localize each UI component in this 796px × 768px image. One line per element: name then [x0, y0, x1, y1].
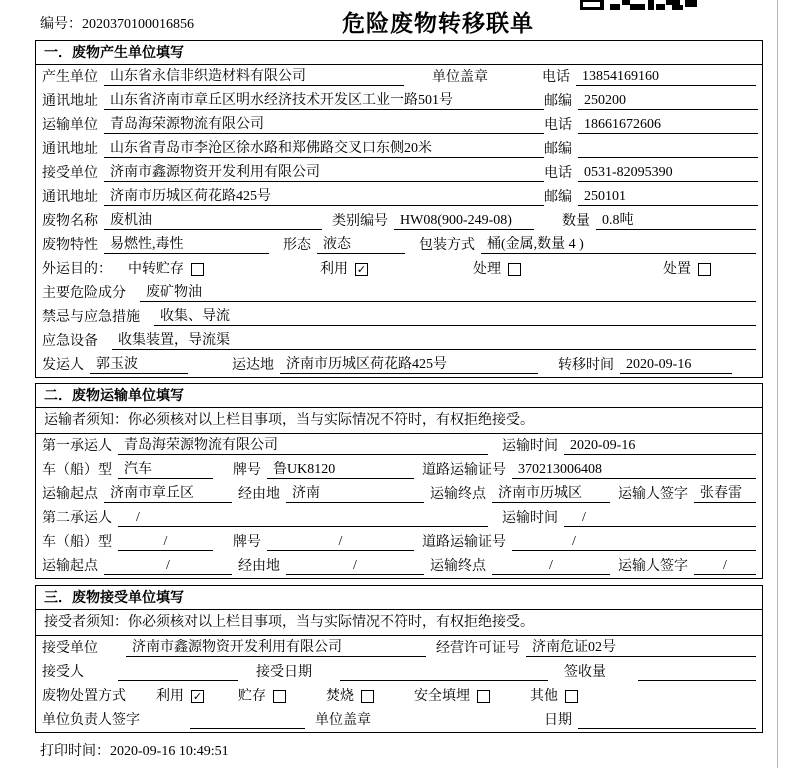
- accept-unit-value: 济南市鑫源物资开发利用有限公司: [126, 639, 426, 657]
- row-taboo-measures: [36, 305, 762, 329]
- origin1-label: 运输起点: [42, 487, 98, 502]
- row-hazard-component: [36, 281, 762, 305]
- receiver-label: 接受单位: [42, 166, 98, 181]
- destination-label: 运达地: [232, 358, 274, 373]
- checkbox-transfer-storage: [191, 263, 204, 276]
- waste-traits-label: 废物特性: [42, 238, 98, 253]
- hazard-component-label: 主要危险成分: [42, 286, 126, 301]
- principal-sign-label: 单位负责人签字: [42, 713, 140, 728]
- sign-date-value: [578, 728, 756, 729]
- purpose-option-treat-label: 处理: [473, 262, 501, 277]
- row-producer-address: [36, 89, 762, 113]
- carrier1-label: 第一承运人: [42, 439, 112, 454]
- plate1-label: 牌号: [233, 463, 261, 478]
- acceptor-value: [118, 680, 238, 681]
- disposal-option-storage: [238, 688, 286, 705]
- row-carrier2: [36, 506, 762, 530]
- print-time-label: 打印时间：: [40, 744, 110, 759]
- carrier1-value: 青岛海荣源物流有限公司: [118, 437, 488, 455]
- transporter-address-value: 山东省青岛市李沧区徐水路和郑佛路交叉口东侧20米: [104, 140, 544, 158]
- transporter-address-label: 通讯地址: [42, 142, 98, 157]
- disposal-option-incinerate-label: 焚烧: [326, 689, 354, 704]
- transporter-sign2-label: 运输人签字: [618, 559, 688, 574]
- producer-zip-label: 邮编: [544, 94, 572, 109]
- consignor-value: 郭玉波: [90, 356, 188, 374]
- transporter-phone-label: 电话: [544, 118, 572, 133]
- waste-name-label: 废物名称: [42, 214, 98, 229]
- receiver-zip-value: 250101: [578, 188, 758, 206]
- section-producer-title: 一．废物产生单位填写: [36, 41, 762, 65]
- plate2-value: /: [267, 533, 414, 551]
- row-vehicle2: [36, 530, 762, 554]
- form-number-label: 编号：: [40, 17, 82, 32]
- row-receiver: [36, 161, 762, 185]
- row-waste-name: [36, 209, 762, 233]
- row-acceptor: [36, 660, 762, 684]
- checkbox-utilize: ✓: [356, 263, 367, 276]
- origin2-label: 运输起点: [42, 559, 98, 574]
- qr-code-fragment-icon: [580, 0, 698, 10]
- disposal-option-landfill: [414, 688, 490, 705]
- waste-qty-value: 0.8吨: [596, 212, 756, 230]
- endpoint1-label: 运输终点: [430, 487, 486, 502]
- purpose-option-dispose-label: 处置: [663, 262, 691, 277]
- sign-date-label: 日期: [544, 713, 572, 728]
- row-receiver-address: [36, 185, 762, 209]
- waste-form-value: 液态: [317, 236, 405, 254]
- checkbox-treat: [508, 263, 521, 276]
- transport-time2-value: /: [564, 509, 756, 527]
- carrier2-value: /: [118, 509, 488, 527]
- purpose-option-utilize: [320, 261, 368, 278]
- destination-value: 济南市历城区荷花路425号: [280, 356, 538, 374]
- row-principal-sign: [36, 708, 762, 732]
- taboo-measures-label: 禁忌与应急措施: [42, 310, 140, 325]
- row-waste-traits: [36, 233, 762, 257]
- waste-category-value: HW08(900-249-08): [394, 212, 534, 230]
- principal-sign-value: [190, 728, 305, 729]
- checkbox-disposal-incinerate: [361, 690, 374, 703]
- emergency-equipment-label: 应急设备: [42, 334, 98, 349]
- road-permit1-label: 道路运输证号: [422, 463, 506, 478]
- receiver-address-value: 济南市历城区荷花路425号: [104, 188, 544, 206]
- purpose-option-transfer-storage-label: 中转贮存: [128, 262, 184, 277]
- section-producer: [35, 40, 763, 378]
- section-transporter-title: 二．废物运输单位填写: [36, 384, 762, 408]
- disposal-option-utilize: [156, 688, 204, 705]
- disposal-option-other-label: 其他: [530, 689, 558, 704]
- transfer-time-value: 2020-09-16: [620, 356, 732, 374]
- plate1-value: 鲁UK8120: [267, 461, 414, 479]
- disposal-method-label: 废物处置方式: [42, 689, 126, 704]
- waste-form-label: 形态: [283, 238, 311, 253]
- vehicle1-value: 汽车: [118, 461, 213, 479]
- packing-label: 包装方式: [419, 238, 475, 253]
- producer-address-value: 山东省济南市章丘区明水经济技术开发区工业一路501号: [104, 92, 544, 110]
- producer-address-label: 通讯地址: [42, 94, 98, 109]
- road-permit2-value: /: [512, 533, 756, 551]
- producer-phone-label: 电话: [542, 70, 570, 85]
- receiver-phone-value: 0531-82095390: [578, 164, 758, 182]
- accept-date-label: 接受日期: [256, 665, 312, 680]
- producer-label: 产生单位: [42, 70, 98, 85]
- plate2-label: 牌号: [233, 535, 261, 550]
- purpose-option-utilize-label: 利用: [320, 262, 348, 277]
- producer-zip-value: 250200: [578, 92, 758, 110]
- form-number-value: 2020370100016856: [82, 17, 194, 32]
- checkbox-disposal-other: [565, 690, 578, 703]
- transport-time1-value: 2020-09-16: [564, 437, 756, 455]
- row-vehicle1: [36, 458, 762, 482]
- print-time: [40, 740, 796, 760]
- disposal-option-incinerate: [326, 688, 374, 705]
- disposal-option-utilize-label: 利用: [156, 689, 184, 704]
- row-dispatch: [36, 353, 762, 377]
- endpoint2-label: 运输终点: [430, 559, 486, 574]
- transporter-sign1-label: 运输人签字: [618, 487, 688, 502]
- consignor-label: 发运人: [42, 358, 84, 373]
- via2-label: 经由地: [238, 559, 280, 574]
- transporter-phone-value: 18661672606: [578, 116, 758, 134]
- producer-phone-value: 13854169160: [576, 68, 756, 86]
- endpoint2-value: /: [492, 557, 610, 575]
- disposal-option-storage-label: 贮存: [238, 689, 266, 704]
- transport-time2-label: 运输时间: [502, 511, 558, 526]
- waste-traits-value: 易燃性,毒性: [104, 236, 269, 254]
- endpoint1-value: 济南市历城区: [492, 485, 610, 503]
- document-title: 危险废物转移联单: [342, 10, 534, 36]
- row-accept-unit: [36, 636, 762, 660]
- signed-qty-value: [638, 680, 756, 681]
- checkbox-disposal-utilize: ✓: [192, 690, 203, 703]
- row-carrier1: [36, 434, 762, 458]
- section-transporter: [35, 383, 763, 579]
- accept-date-value: [340, 680, 548, 681]
- section-receiver-title: 三．废物接受单位填写: [36, 586, 762, 610]
- transport-time1-label: 运输时间: [502, 439, 558, 454]
- row-purpose: [36, 257, 762, 281]
- waste-category-label: 类别编号: [332, 214, 388, 229]
- receiver-phone-label: 电话: [544, 166, 572, 181]
- transporter-value: 青岛海荣源物流有限公司: [104, 116, 544, 134]
- packing-value: 桶(金属,数量 4 ): [481, 236, 756, 254]
- vehicle1-label: 车（船）型: [42, 463, 112, 478]
- accept-unit-label: 接受单位: [42, 641, 98, 656]
- purpose-label: 外运目的：: [42, 262, 112, 277]
- transporter-zip-label: 邮编: [544, 142, 572, 157]
- document-header: [0, 0, 796, 40]
- acceptor-label: 接受人: [42, 665, 84, 680]
- row-route1: [36, 482, 762, 506]
- transfer-time-label: 转移时间: [558, 358, 614, 373]
- via1-value: 济南: [286, 485, 424, 503]
- origin2-value: /: [104, 557, 232, 575]
- road-permit1-value: 370213006408: [512, 461, 756, 479]
- transporter-sign2-value: /: [694, 557, 756, 575]
- via2-value: /: [286, 557, 424, 575]
- receiver-notice: 接受者须知：你必须核对以上栏目事项，当与实际情况不符时，有权拒绝接受。: [36, 610, 762, 636]
- row-transporter-address: [36, 137, 762, 161]
- receiver-zip-label: 邮编: [544, 190, 572, 205]
- checkbox-disposal-storage: [273, 690, 286, 703]
- license-label: 经营许可证号: [436, 641, 520, 656]
- emergency-equipment-value: 收集装置，导流渠: [112, 332, 756, 350]
- vehicle2-label: 车（船）型: [42, 535, 112, 550]
- purpose-option-treat: [473, 261, 521, 278]
- vehicle2-value: /: [118, 533, 213, 551]
- row-producer: [36, 65, 762, 89]
- row-transporter: [36, 113, 762, 137]
- row-disposal-method: [36, 684, 762, 708]
- hazard-component-value: 废矿物油: [140, 284, 756, 302]
- row-route2: [36, 554, 762, 578]
- taboo-measures-value: 收集、导流: [154, 308, 756, 326]
- unit-seal-label: 单位盖章: [432, 70, 488, 85]
- transporter-notice: 运输者须知：你必须核对以上栏目事项，当与实际情况不符时，有权拒绝接受。: [36, 408, 762, 434]
- origin1-value: 济南市章丘区: [104, 485, 232, 503]
- section-receiver: [35, 585, 763, 733]
- purpose-option-transfer-storage: [128, 261, 204, 278]
- signed-qty-label: 签收量: [564, 665, 606, 680]
- producer-value: 山东省永信非织造材料有限公司: [104, 68, 404, 86]
- carrier2-label: 第二承运人: [42, 511, 112, 526]
- license-value: 济南危证02号: [526, 639, 756, 657]
- transporter-zip-value: [578, 157, 758, 158]
- via1-label: 经由地: [238, 487, 280, 502]
- transporter-label: 运输单位: [42, 118, 98, 133]
- unit-seal2-label: 单位盖章: [315, 713, 371, 728]
- checkbox-disposal-landfill: [477, 690, 490, 703]
- page-edge-line: [777, 0, 778, 768]
- waste-qty-label: 数量: [562, 214, 590, 229]
- disposal-option-landfill-label: 安全填埋: [414, 689, 470, 704]
- waste-name-value: 废机油: [104, 212, 322, 230]
- road-permit2-label: 道路运输证号: [422, 535, 506, 550]
- print-time-value: 2020-09-16 10:49:51: [110, 744, 229, 759]
- purpose-option-dispose: [663, 261, 711, 278]
- transporter-sign1-value: 张春雷: [694, 485, 756, 503]
- receiver-value: 济南市鑫源物资开发利用有限公司: [104, 164, 544, 182]
- disposal-option-other: [530, 688, 578, 705]
- row-emergency-equipment: [36, 329, 762, 353]
- checkbox-dispose: [698, 263, 711, 276]
- receiver-address-label: 通讯地址: [42, 190, 98, 205]
